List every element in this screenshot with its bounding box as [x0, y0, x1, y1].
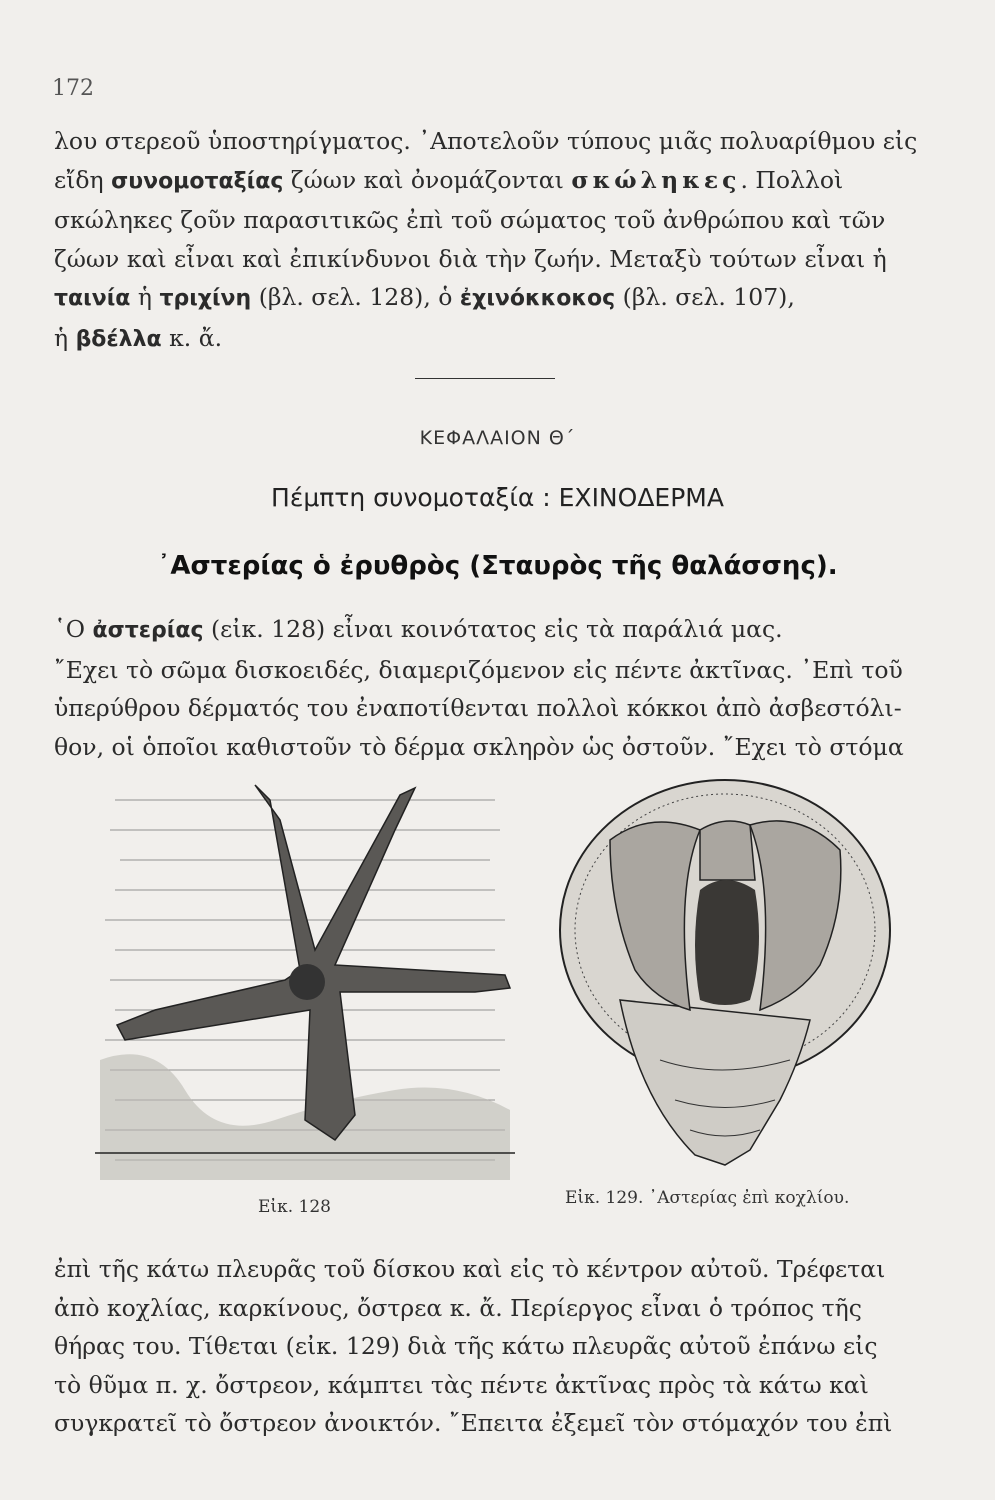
spaced-term: σκώληκες	[571, 165, 741, 194]
text-line	[54, 1327, 934, 1366]
text-line	[54, 319, 934, 360]
paragraph-bottom	[54, 1250, 934, 1443]
text-run: ἐπὶ τῆς κάτω πλευρᾶς τοῦ δίσκου καὶ εἰς τὸ κέντρον αὐτοῦ. Τρέφεται	[54, 1255, 886, 1283]
section-title: ᾿Αστερίας ὁ ἐρυθρὸς (Σταυρὸς τῆς θαλάσσης).	[157, 551, 838, 581]
bold-term: ἐχινόκκοκος	[459, 286, 616, 311]
text-run: εἴδη	[54, 165, 112, 194]
starfish-on-snail-illustration	[550, 770, 900, 1170]
text-run: τὸ θῦμα π. χ. ὄστρεον, κάμπτει τὰς πέντε ἀκτῖνας πρὸς τὰ κάτω καὶ	[54, 1370, 869, 1399]
text-run: ὑπερύθρου δέρματός του ἐναποτίθενται πολλοὶ κόκκοι ἀπὸ ἀσβεστόλι-	[54, 694, 902, 722]
text-run: . Πολλοὶ	[740, 165, 844, 194]
text-line	[54, 278, 934, 319]
text-line	[54, 1366, 934, 1405]
section-divider	[415, 378, 555, 379]
text-run: (βλ. σελ. 107),	[615, 283, 795, 311]
text-line	[54, 1404, 934, 1443]
text-run: ῾Ο	[54, 615, 93, 643]
bold-term: βδέλλα	[75, 326, 162, 352]
bold-term: ταινία	[54, 286, 131, 311]
figure-128-caption: Εἰκ. 128	[258, 1197, 331, 1217]
page-number: 172	[52, 76, 94, 101]
text-run: συγκρατεῖ τὸ ὄστρεον ἀνοικτόν. ῎Επειτα ἐξεμεῖ τὸν στόμαχόν του ἐπὶ	[54, 1409, 893, 1437]
text-run: ῎Εχει τὸ σῶμα δισκοειδές, διαμεριζόμενον εἰς πέντε ἀκτῖνας. ᾿Επὶ τοῦ	[54, 655, 903, 684]
bold-term: τριχίνη	[159, 286, 252, 311]
text-run: (εἰκ. 128) εἶναι κοινότατος εἰς τὰ παράλιά μας.	[203, 615, 783, 643]
text-line	[54, 201, 934, 240]
chapter-label: ΚΕΦΑΛΑΙΟΝ Θ΄	[419, 427, 576, 449]
text-run: ζώων καὶ ὀνομάζονται	[283, 165, 572, 194]
text-run: κ. ἄ.	[161, 323, 223, 352]
text-line	[54, 689, 934, 728]
text-line	[54, 651, 934, 690]
starfish-illustration	[95, 760, 515, 1190]
paragraph-middle	[54, 610, 934, 766]
text-run: θον, οἱ ὁποῖοι καθιστοῦν τὸ δέρμα σκληρὸν ὡς ὀστοῦν. ῎Εχει τὸ στόμα	[54, 732, 904, 761]
text-run: ἡ	[54, 323, 76, 352]
text-line	[54, 610, 934, 651]
bold-term: συνομοταξίας	[111, 168, 284, 194]
paragraph-top	[54, 122, 934, 359]
text-run: σκώληκες ζοῦν παρασιτικῶς ἐπὶ τοῦ σώματος τοῦ ἀνθρώπου καὶ τῶν	[54, 206, 886, 234]
text-run: ἀπὸ κοχλίας, καρκίνους, ὄστρεα κ. ἄ. Περίεργος εἶναι ὁ τρόπος τῆς	[54, 1293, 862, 1322]
text-run: ζώων καὶ εἶναι καὶ ἐπικίνδυνοι διὰ τὴν ζωήν. Μεταξὺ τούτων εἶναι ἡ	[54, 244, 887, 273]
text-run: (βλ. σελ. 128), ὁ	[251, 283, 460, 311]
text-line	[54, 1289, 934, 1328]
bold-term: ἀστερίας	[92, 618, 204, 643]
chapter-subtitle: Πέμπτη συνομοταξία : ΕΧΙΝΟΔΕΡΜΑ	[271, 483, 724, 512]
figure-129-caption: Εἰκ. 129. ᾿Αστερίας ἐπὶ κοχλίου.	[565, 1188, 850, 1208]
text-line	[54, 1250, 934, 1289]
text-run: θήρας του. Τίθεται (εἰκ. 129) διὰ τῆς κάτω πλευρᾶς αὐτοῦ ἐπάνω εἰς	[54, 1332, 878, 1360]
text-run: λου στερεοῦ ὑποστηρίγματος. ᾿Αποτελοῦν τύπους μιᾶς πολυαρίθμου εἰς	[54, 127, 918, 155]
text-line	[54, 161, 934, 202]
text-run: ἡ	[130, 283, 160, 311]
text-line	[54, 122, 934, 161]
text-line	[54, 240, 934, 279]
